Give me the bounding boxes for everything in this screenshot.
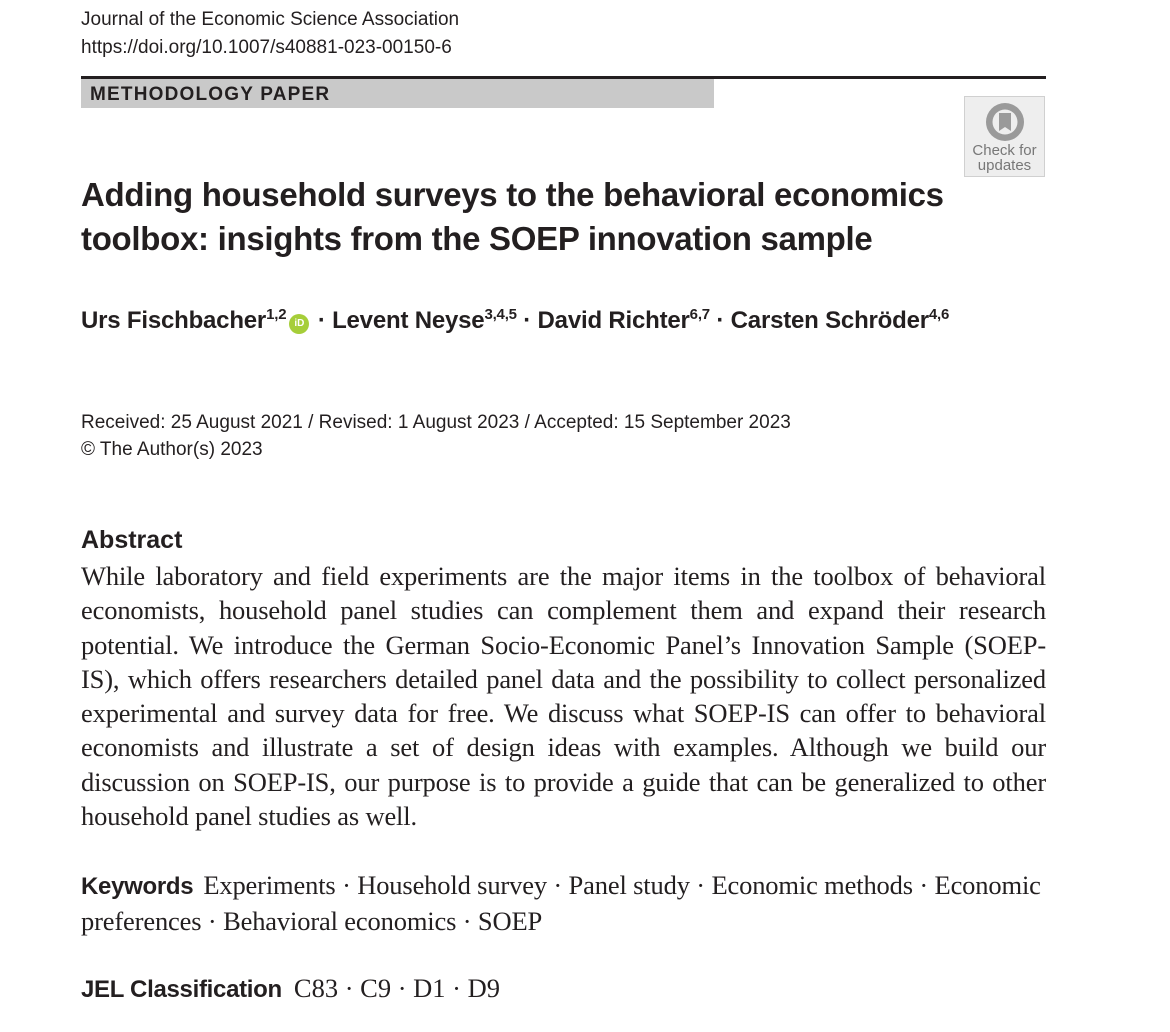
author-list [81,305,949,337]
author-name: Levent Neyse [332,307,485,334]
author-separator: · [523,307,532,334]
jel-codes: C83 · C9 · D1 · D9 [293,973,501,1003]
paper-type-label: METHODOLOGY PAPER [81,79,714,108]
crossmark-line1: Check for [972,142,1037,159]
check-for-updates-badge[interactable] [964,96,1045,177]
paper-title: Adding household surveys to the behavioral economics toolbox: insights from the SOEP innovation sample [81,176,944,257]
jel-classification [81,971,500,1007]
publication-dates: Received: 25 August 2021 / Revised: 1 August 2023 / Accepted: 15 September 2023 [81,412,791,433]
keywords [81,868,1046,938]
crossmark-icon [984,101,1026,143]
author-affiliation: 1,2 [266,306,287,323]
crossmark-line2: updates [977,157,1032,174]
abstract-text: While laboratory and field experiments are the major items in the toolbox of behavioral economists, household panel studies can complement them and expand their research potential. We introduce the German Socio-Economic Panel’s Innovation Sample (SOEP-IS), which offers researchers detailed panel data and the possibility to collect personalized experimental and survey data for free. We discuss what SOEP-IS can offer to behavioral economists and illustrate a set of design ideas with examples. Although we build our discussion on SOEP-IS, our purpose is to provide a guide that can be generalized to other household panel studies as well. [81,561,1046,832]
keywords-list: Experiments · Household survey · Panel study · Economic methods · Economic preferences · Behavioral economics · SOEP [81,870,1041,936]
author-affiliation: 4,6 [928,306,950,323]
journal-name: Journal of the Economic Science Association [81,9,460,30]
copyright: © The Author(s) 2023 [81,439,263,460]
author-name: Carsten Schröder [730,307,929,334]
author-affiliation: 6,7 [689,306,710,323]
author-affiliation: 3,4,5 [484,306,517,323]
keywords-label: Keywords [81,873,194,900]
jel-label: JEL Classification [81,976,282,1003]
author-name: David Richter [537,307,690,334]
author-separator: · [317,307,326,334]
orcid-icon[interactable]: iD [289,314,309,334]
author-name: Urs Fischbacher [81,307,267,334]
doi-link[interactable]: https://doi.org/10.1007/s40881-023-00150-6 [81,37,452,58]
author-separator: · [716,307,725,334]
abstract-heading: Abstract [81,526,183,554]
